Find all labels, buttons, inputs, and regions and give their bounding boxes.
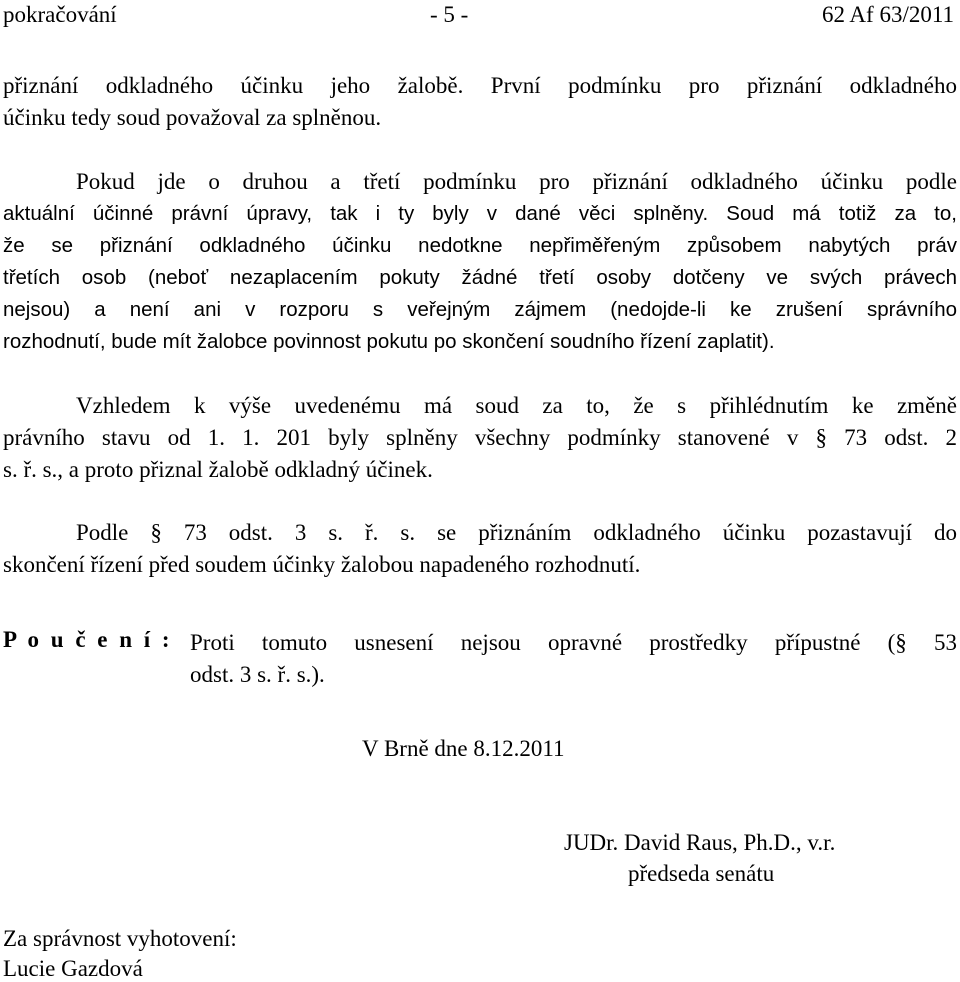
paragraph-line: Podle § 73 odst. 3 s. ř. s. se přiznáním odkladného účinku pozastavují do xyxy=(76,520,957,545)
signer-name: JUDr. David Raus, Ph.D., v.r. xyxy=(564,830,836,855)
pouceni-text xyxy=(190,627,957,691)
paragraph-3 xyxy=(3,390,957,486)
paragraph-2 xyxy=(3,166,957,358)
paragraph-fragment: Soud má totiž za to, xyxy=(726,202,957,225)
place-and-date: V Brně dne 8.12.2011 xyxy=(362,736,565,761)
signer-role: předseda senátu xyxy=(628,861,775,886)
paragraph-line: třetích osob (neboť nezaplacením pokuty žádné třetí osoby dotčeny ve svých právech xyxy=(3,266,957,289)
header-case-number: 62 Af 63/2011 xyxy=(821,2,954,27)
paragraph-line: nejsou) a není ani v rozporu s veřejným zájmem (nedojde-li ke zrušení správního xyxy=(3,298,957,321)
pouceni-line: odst. 3 s. ř. s.). xyxy=(190,662,325,687)
pouceni-label: P o u č e n í : xyxy=(3,627,173,652)
paragraph-line: přiznání odkladného účinku jeho žalobě. První podmínku pro přiznání odkladného xyxy=(3,73,957,98)
paragraph-line: skončení řízení před soudem účinky žalobou napadeného rozhodnutí. xyxy=(3,552,641,577)
paragraph-line: rozhodnutí, bude mít žalobce povinnost pokutu po skončení soudního řízení zaplatit). xyxy=(3,330,775,353)
pouceni-line: Proti tomuto usnesení nejsou opravné prostředky přípustné (§ 53 xyxy=(190,630,957,655)
header-page-number: - 5 - xyxy=(430,2,469,27)
paragraph-line: Pokud jde o druhou a třetí podmínku pro přiznání odkladného účinku podle xyxy=(76,169,957,194)
paragraph-fragment: aktuální účinné právní úpravy, tak i ty byly v dané věci splněny. xyxy=(3,202,709,225)
paragraph-line: Vzhledem k výše uvedenému má soud za to, že s přihlédnutím ke změně xyxy=(76,393,957,418)
paragraph-4 xyxy=(3,517,957,581)
paragraph-1 xyxy=(3,70,957,134)
paragraph-line: účinku tedy soud považoval za splněnou. xyxy=(3,105,382,130)
paragraph-line xyxy=(3,198,957,230)
copy-verification-label: Za správnost vyhotovení: xyxy=(3,926,237,951)
paragraph-line: s. ř. s., a proto přiznal žalobě odkladný účinek. xyxy=(3,457,433,482)
paragraph-line: právního stavu od 1. 1. 201 byly splněny všechny podmínky stanovené v § 73 odst. 2 xyxy=(3,425,957,450)
paragraph-line: že se přiznání odkladného účinku nedotkne nepřiměřeným způsobem nabytých práv xyxy=(3,234,957,257)
copy-verifier-name: Lucie Gazdová xyxy=(3,956,143,981)
header-continuation: pokračování xyxy=(3,2,117,27)
